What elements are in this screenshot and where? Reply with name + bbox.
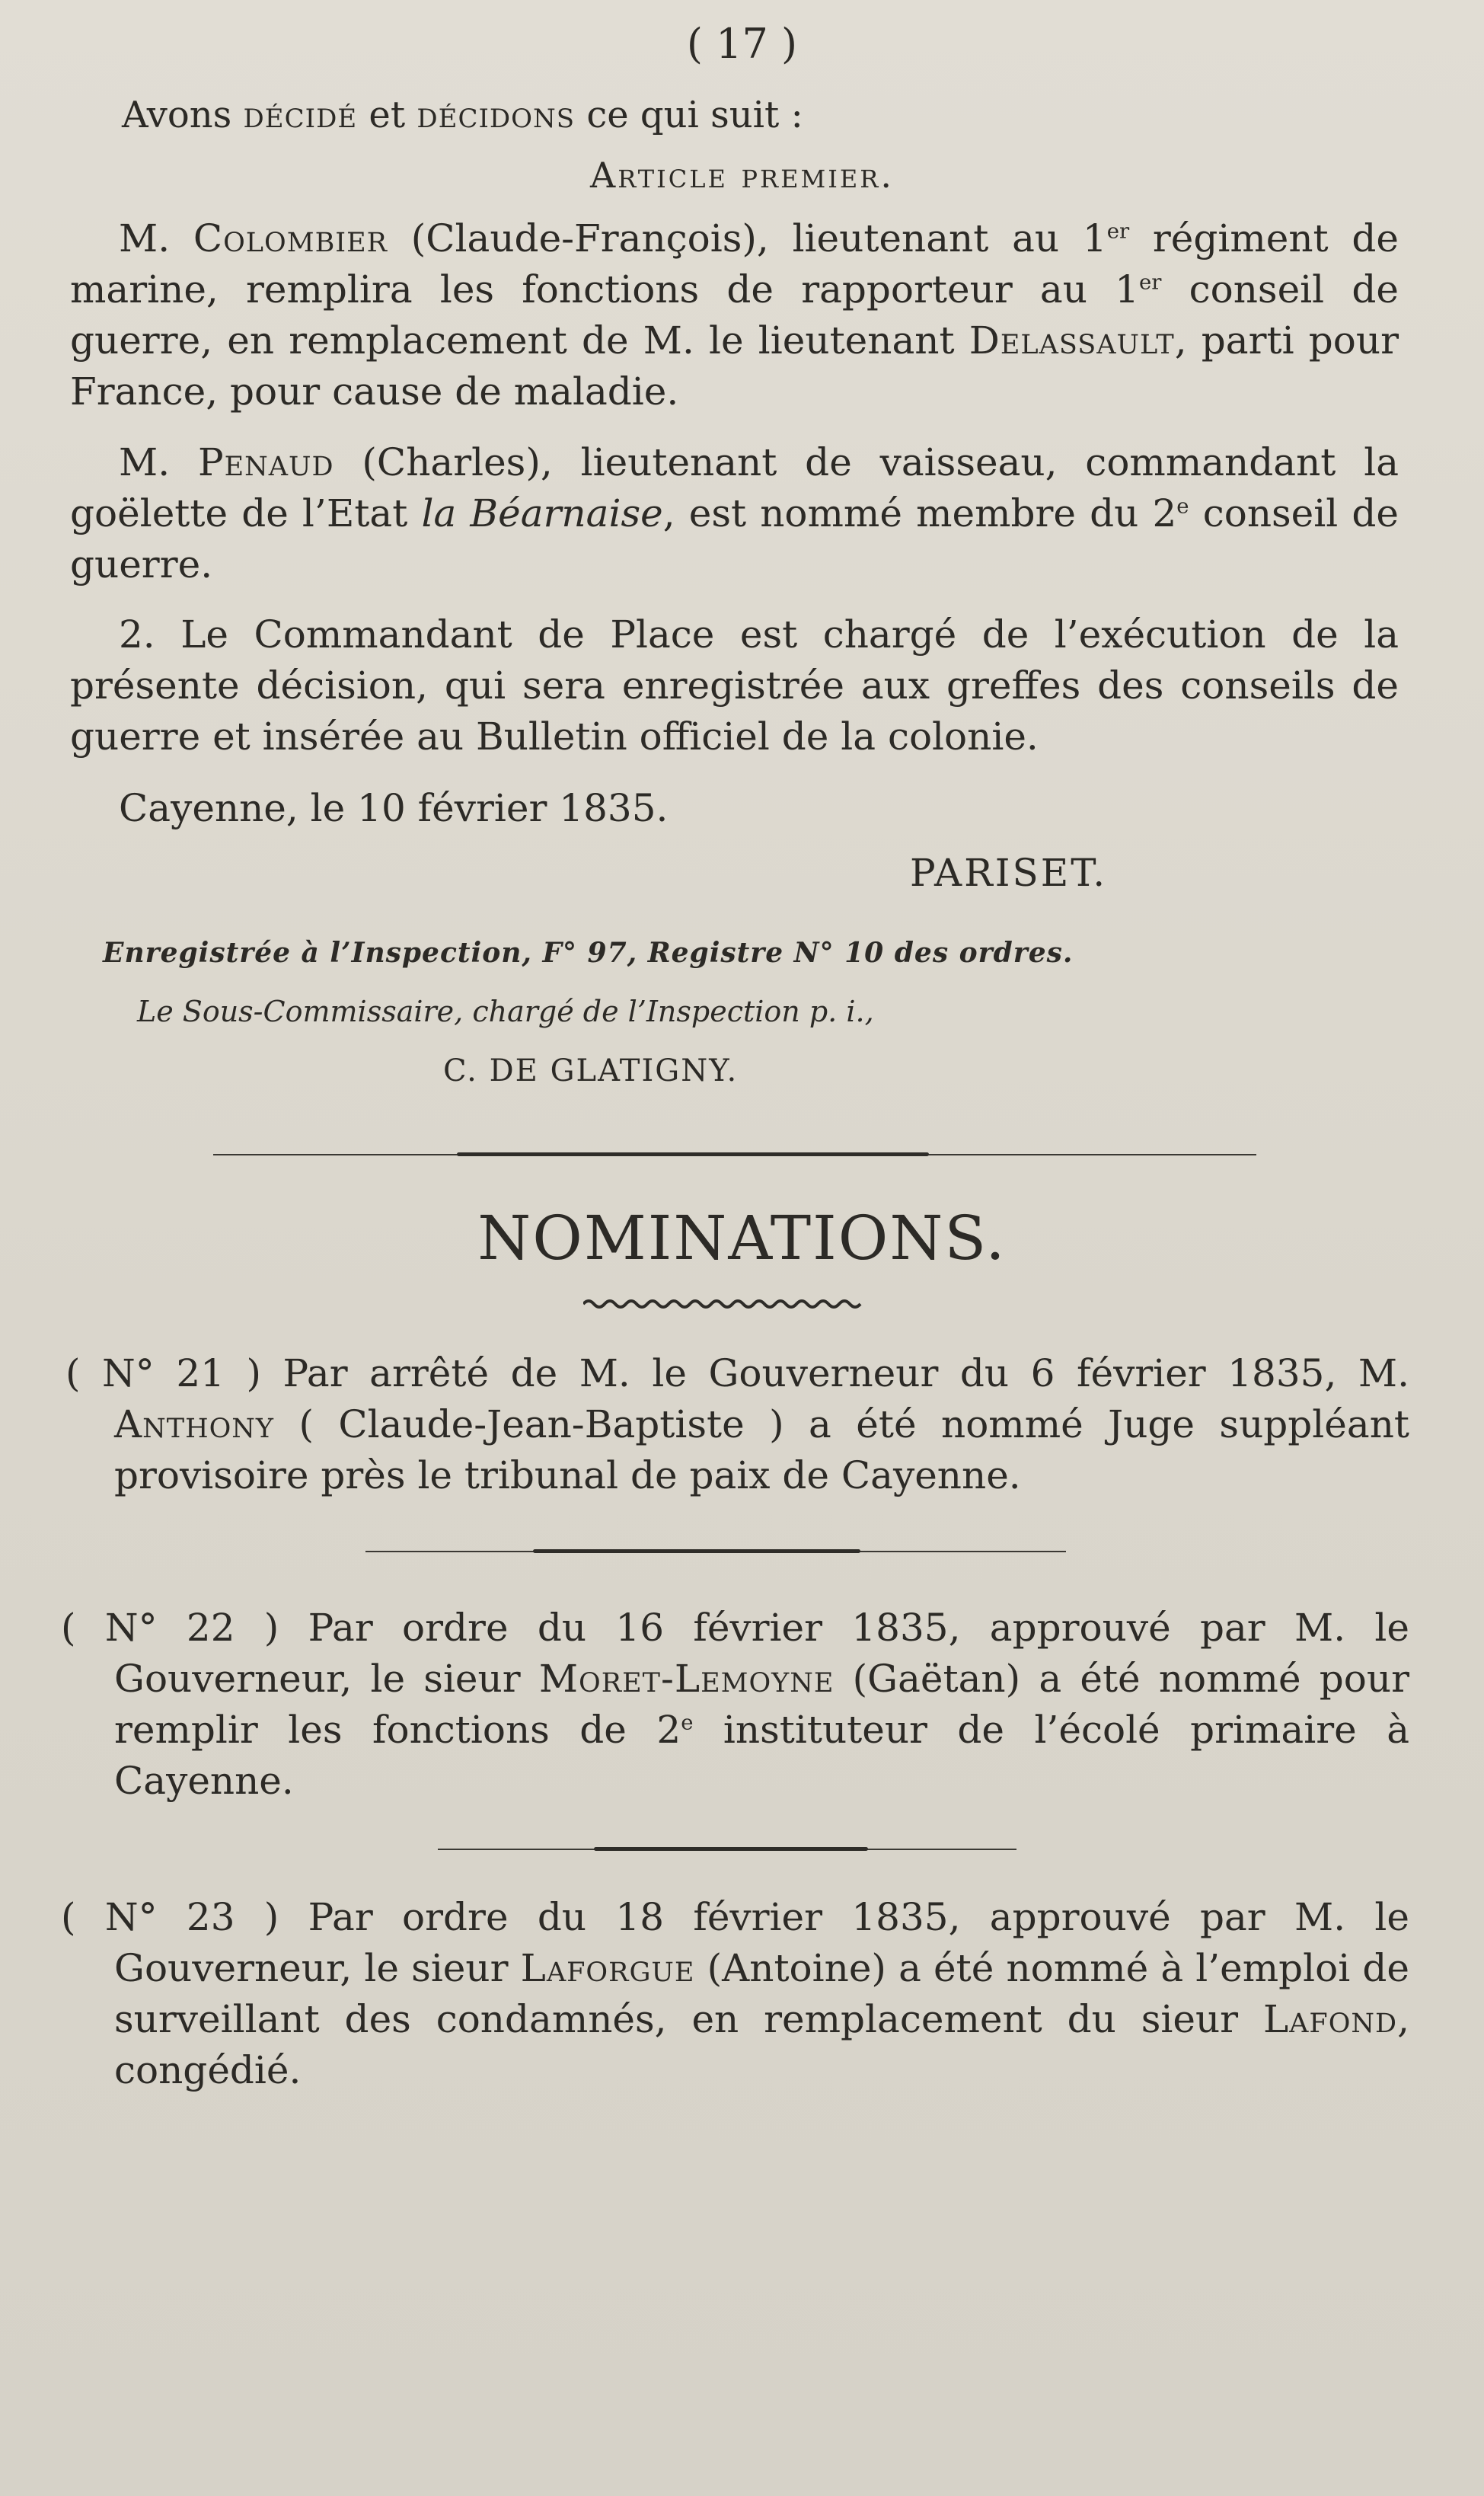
article-heading: Article premier.	[590, 155, 894, 196]
nomination-21: ( N° 21 ) Par arrêté de M. le Gouverneur du 6 février 1835, M. Anthony ( Claude-Jean-Baptiste ) a été nommé Juge suppléant provisoire près le tribunal de paix de Cayenne.	[65, 1351, 1409, 1497]
page-number: ( 17 )	[686, 20, 798, 68]
article-paragraph-1: M. Colombier (Claude-François), lieutenant au 1er régiment de marine, remplira les fonctions de rapporteur au 1er conseil de guerre, en remplacement de M. le lieutenant Delassault, parti pour France, pour cause de maladie.	[70, 216, 1399, 414]
ornament-divider	[583, 1296, 865, 1312]
signature: PARISET.	[910, 851, 1108, 895]
decision-intro: Avons décidé et décidons ce qui suit :	[122, 94, 803, 136]
commissioner-name: C. DE GLATIGNY.	[443, 1053, 739, 1088]
nominations-heading: NOMINATIONS.	[477, 1203, 1007, 1274]
nomination-22: ( N° 22 ) Par ordre du 16 février 1835, approuvé par M. le Gouverneur, le sieur Moret-Lemoyne (Gaëtan) a été nommé pour remplir les fonctions de 2e instituteur de l’écolé primaire à Cayenne.	[61, 1606, 1409, 1803]
date-line: Cayenne, le 10 février 1835.	[119, 786, 669, 830]
article-paragraph-2: M. Penaud (Charles), lieutenant de vaisseau, commandant la goëlette de l’Etat la Béarnaise, est nommé membre du 2e conseil de guerre.	[70, 440, 1399, 586]
commissioner-line: Le Sous-Commissaire, chargé de l’Inspection p. i.,	[137, 995, 874, 1028]
nomination-23: ( N° 23 ) Par ordre du 18 février 1835, approuvé par M. le Gouverneur, le sieur Laforgue (Antoine) a été nommé à l’emploi de surveillant des condamnés, en remplacement du sieur Lafond, congédié.	[61, 1895, 1409, 2092]
registration-note: Enregistrée à l’Inspection, F° 97, Registre N° 10 des ordres.	[103, 937, 1074, 969]
article-paragraph-2-execution: 2. Le Commandant de Place est chargé de l’exécution de la présente décision, qui sera enregistrée aux greffes des conseils de guerre et insérée au Bulletin officiel de la colonie.	[70, 612, 1399, 759]
